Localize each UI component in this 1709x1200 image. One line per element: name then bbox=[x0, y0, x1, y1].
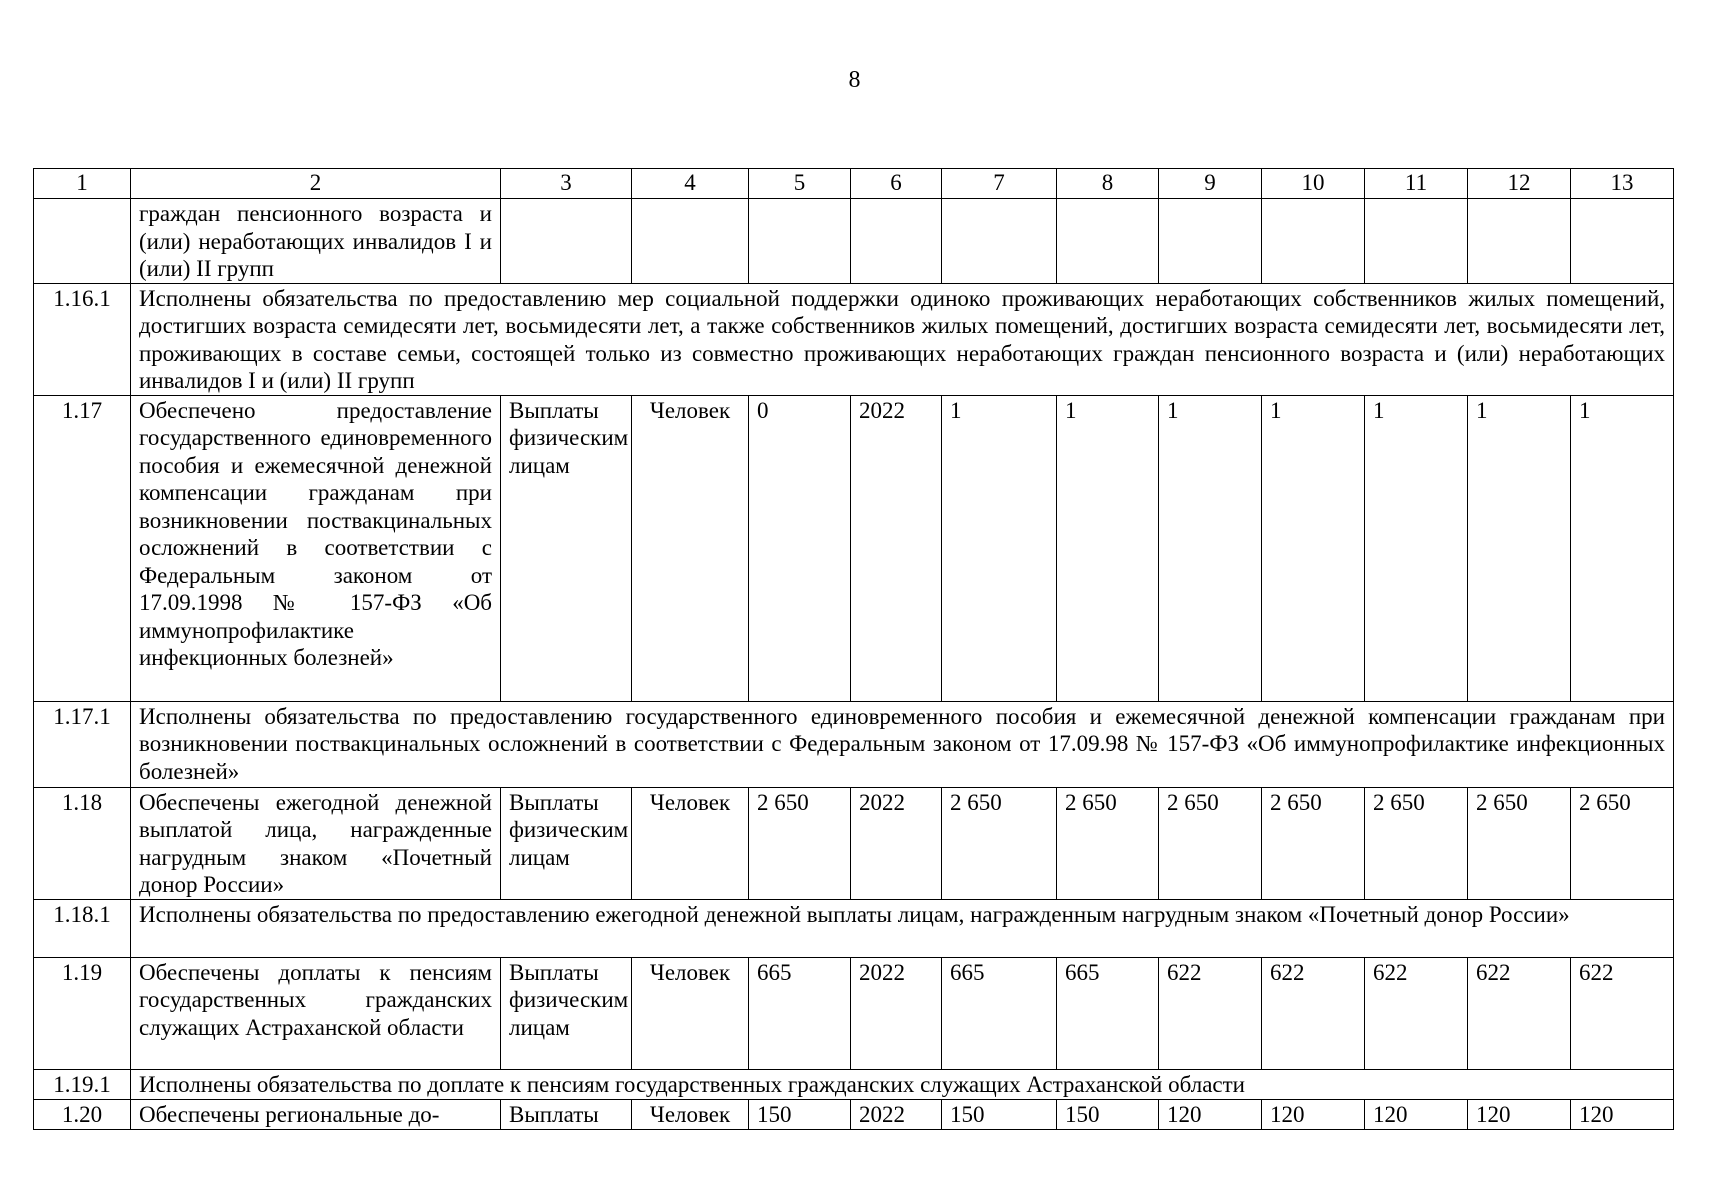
column-header: 9 bbox=[1159, 169, 1262, 199]
value-col-8: 665 bbox=[1057, 957, 1159, 1069]
row-number: 1.20 bbox=[34, 1099, 131, 1129]
column-header: 5 bbox=[749, 169, 851, 199]
row-number: 1.17 bbox=[34, 395, 131, 701]
empty-cell bbox=[632, 199, 749, 284]
row-description: Обеспечены доплаты к пенсиям государственных гражданских служащих Астраханской области bbox=[131, 957, 501, 1069]
unit: Человек bbox=[632, 1099, 749, 1129]
value-col-10: 622 bbox=[1262, 957, 1365, 1069]
value-col-8: 150 bbox=[1057, 1099, 1159, 1129]
value-col-12: 622 bbox=[1468, 957, 1571, 1069]
value-col-7: 665 bbox=[942, 957, 1057, 1069]
empty-cell bbox=[501, 199, 632, 284]
row-number: 1.18.1 bbox=[34, 899, 131, 957]
value-col-10: 2 650 bbox=[1262, 787, 1365, 899]
table-row bbox=[34, 787, 1674, 899]
column-header: 4 bbox=[632, 169, 749, 199]
table-row bbox=[34, 395, 1674, 701]
value-col-9: 1 bbox=[1159, 395, 1262, 701]
value-col-12: 1 bbox=[1468, 395, 1571, 701]
empty-cell bbox=[851, 199, 942, 284]
row-description: Исполнены обязательства по доплате к пенсиям государственных гражданских служащих Астраханской области bbox=[131, 1069, 1674, 1099]
unit: Человек bbox=[632, 395, 749, 701]
value-col-9: 2 650 bbox=[1159, 787, 1262, 899]
column-header: 11 bbox=[1365, 169, 1468, 199]
expense-kind: Выплаты bbox=[501, 1099, 632, 1129]
table-header-row bbox=[34, 169, 1674, 199]
base-year: 2022 bbox=[851, 1099, 942, 1129]
base-year: 2022 bbox=[851, 787, 942, 899]
column-header: 7 bbox=[942, 169, 1057, 199]
value-col-11: 1 bbox=[1365, 395, 1468, 701]
empty-cell bbox=[1365, 199, 1468, 284]
column-header: 10 bbox=[1262, 169, 1365, 199]
empty-cell bbox=[1262, 199, 1365, 284]
value-col-7: 1 bbox=[942, 395, 1057, 701]
column-header: 13 bbox=[1571, 169, 1674, 199]
base-value: 2 650 bbox=[749, 787, 851, 899]
expense-kind: Выплаты физическим лицам bbox=[501, 395, 632, 701]
unit: Человек bbox=[632, 787, 749, 899]
empty-cell bbox=[1571, 199, 1674, 284]
table-row bbox=[34, 199, 1674, 284]
page-number: 8 bbox=[848, 67, 861, 93]
empty-cell bbox=[1057, 199, 1159, 284]
table-row bbox=[34, 1099, 1674, 1129]
row-description: Исполнены обязательства по предоставлению государственного единовременного пособия и ежемесячной денежной компенсации гражданам при возникновении поствакцинальных осложнений в соответствии с Федеральным законом от 17.09.98 № 157-ФЗ «Об иммунопрофилактике инфекционных болезней» bbox=[131, 701, 1674, 787]
empty-cell bbox=[749, 199, 851, 284]
base-year: 2022 bbox=[851, 957, 942, 1069]
value-col-8: 2 650 bbox=[1057, 787, 1159, 899]
value-col-7: 2 650 bbox=[942, 787, 1057, 899]
base-value: 150 bbox=[749, 1099, 851, 1129]
value-col-12: 120 bbox=[1468, 1099, 1571, 1129]
row-description: Исполнены обязательства по предоставлению мер социальной поддержки одиноко проживающих неработающих собственников жилых помещений, достигших возраста семидесяти лет, восьмидесяти лет, а также собственников жилых помещений, достигших возраста семидесяти лет, восьмидесяти лет, проживающих в составе семьи, состоящей только из совместно проживающих неработающих граждан пенсионного возраста и (или) неработающих инвалидов I и (или) II групп bbox=[131, 283, 1674, 395]
row-description: граждан пенсионного возраста и (или) неработающих инвалидов I и (или) II групп bbox=[131, 199, 501, 284]
unit: Человек bbox=[632, 957, 749, 1069]
indicators-table bbox=[33, 168, 1674, 1130]
value-col-11: 622 bbox=[1365, 957, 1468, 1069]
row-description: Исполнены обязательства по предоставлению ежегодной денежной выплаты лицам, награжденным нагрудным знаком «Почетный донор России» bbox=[131, 899, 1674, 957]
value-col-13: 622 bbox=[1571, 957, 1674, 1069]
base-value: 665 bbox=[749, 957, 851, 1069]
value-col-7: 150 bbox=[942, 1099, 1057, 1129]
value-col-12: 2 650 bbox=[1468, 787, 1571, 899]
value-col-13: 1 bbox=[1571, 395, 1674, 701]
value-col-11: 120 bbox=[1365, 1099, 1468, 1129]
value-col-9: 622 bbox=[1159, 957, 1262, 1069]
value-col-9: 120 bbox=[1159, 1099, 1262, 1129]
expense-kind: Выплаты физическим лицам bbox=[501, 787, 632, 899]
base-value: 0 bbox=[749, 395, 851, 701]
row-description: Обеспечены региональные до- bbox=[131, 1099, 501, 1129]
row-number: 1.16.1 bbox=[34, 283, 131, 395]
empty-cell bbox=[1159, 199, 1262, 284]
column-header: 12 bbox=[1468, 169, 1571, 199]
table-row bbox=[34, 899, 1674, 957]
empty-cell bbox=[942, 199, 1057, 284]
value-col-13: 120 bbox=[1571, 1099, 1674, 1129]
row-number: 1.19 bbox=[34, 957, 131, 1069]
table-row bbox=[34, 957, 1674, 1069]
row-number: 1.19.1 bbox=[34, 1069, 131, 1099]
row-description: Обеспечено предоставление государственного единовременного пособия и ежемесячной денежной компенсации гражданам при возникновении поствакцинальных осложнений в соответствии с Федеральным законом от 17.09.1998 № 157-ФЗ «Об иммунопрофилактике инфекционных болезней» bbox=[131, 395, 501, 701]
column-header: 1 bbox=[34, 169, 131, 199]
column-header: 2 bbox=[131, 169, 501, 199]
row-description: Обеспечены ежегодной денежной выплатой лица, награжденные нагрудным знаком «Почетный донор России» bbox=[131, 787, 501, 899]
table-row bbox=[34, 1069, 1674, 1099]
table-row bbox=[34, 701, 1674, 787]
row-number: 1.18 bbox=[34, 787, 131, 899]
value-col-11: 2 650 bbox=[1365, 787, 1468, 899]
value-col-10: 120 bbox=[1262, 1099, 1365, 1129]
column-header: 8 bbox=[1057, 169, 1159, 199]
row-number: 1.17.1 bbox=[34, 701, 131, 787]
table-row bbox=[34, 283, 1674, 395]
value-col-10: 1 bbox=[1262, 395, 1365, 701]
empty-cell bbox=[1468, 199, 1571, 284]
column-header: 6 bbox=[851, 169, 942, 199]
value-col-8: 1 bbox=[1057, 395, 1159, 701]
row-number-cell bbox=[34, 199, 131, 284]
column-header: 3 bbox=[501, 169, 632, 199]
value-col-13: 2 650 bbox=[1571, 787, 1674, 899]
expense-kind: Выплаты физическим лицам bbox=[501, 957, 632, 1069]
base-year: 2022 bbox=[851, 395, 942, 701]
